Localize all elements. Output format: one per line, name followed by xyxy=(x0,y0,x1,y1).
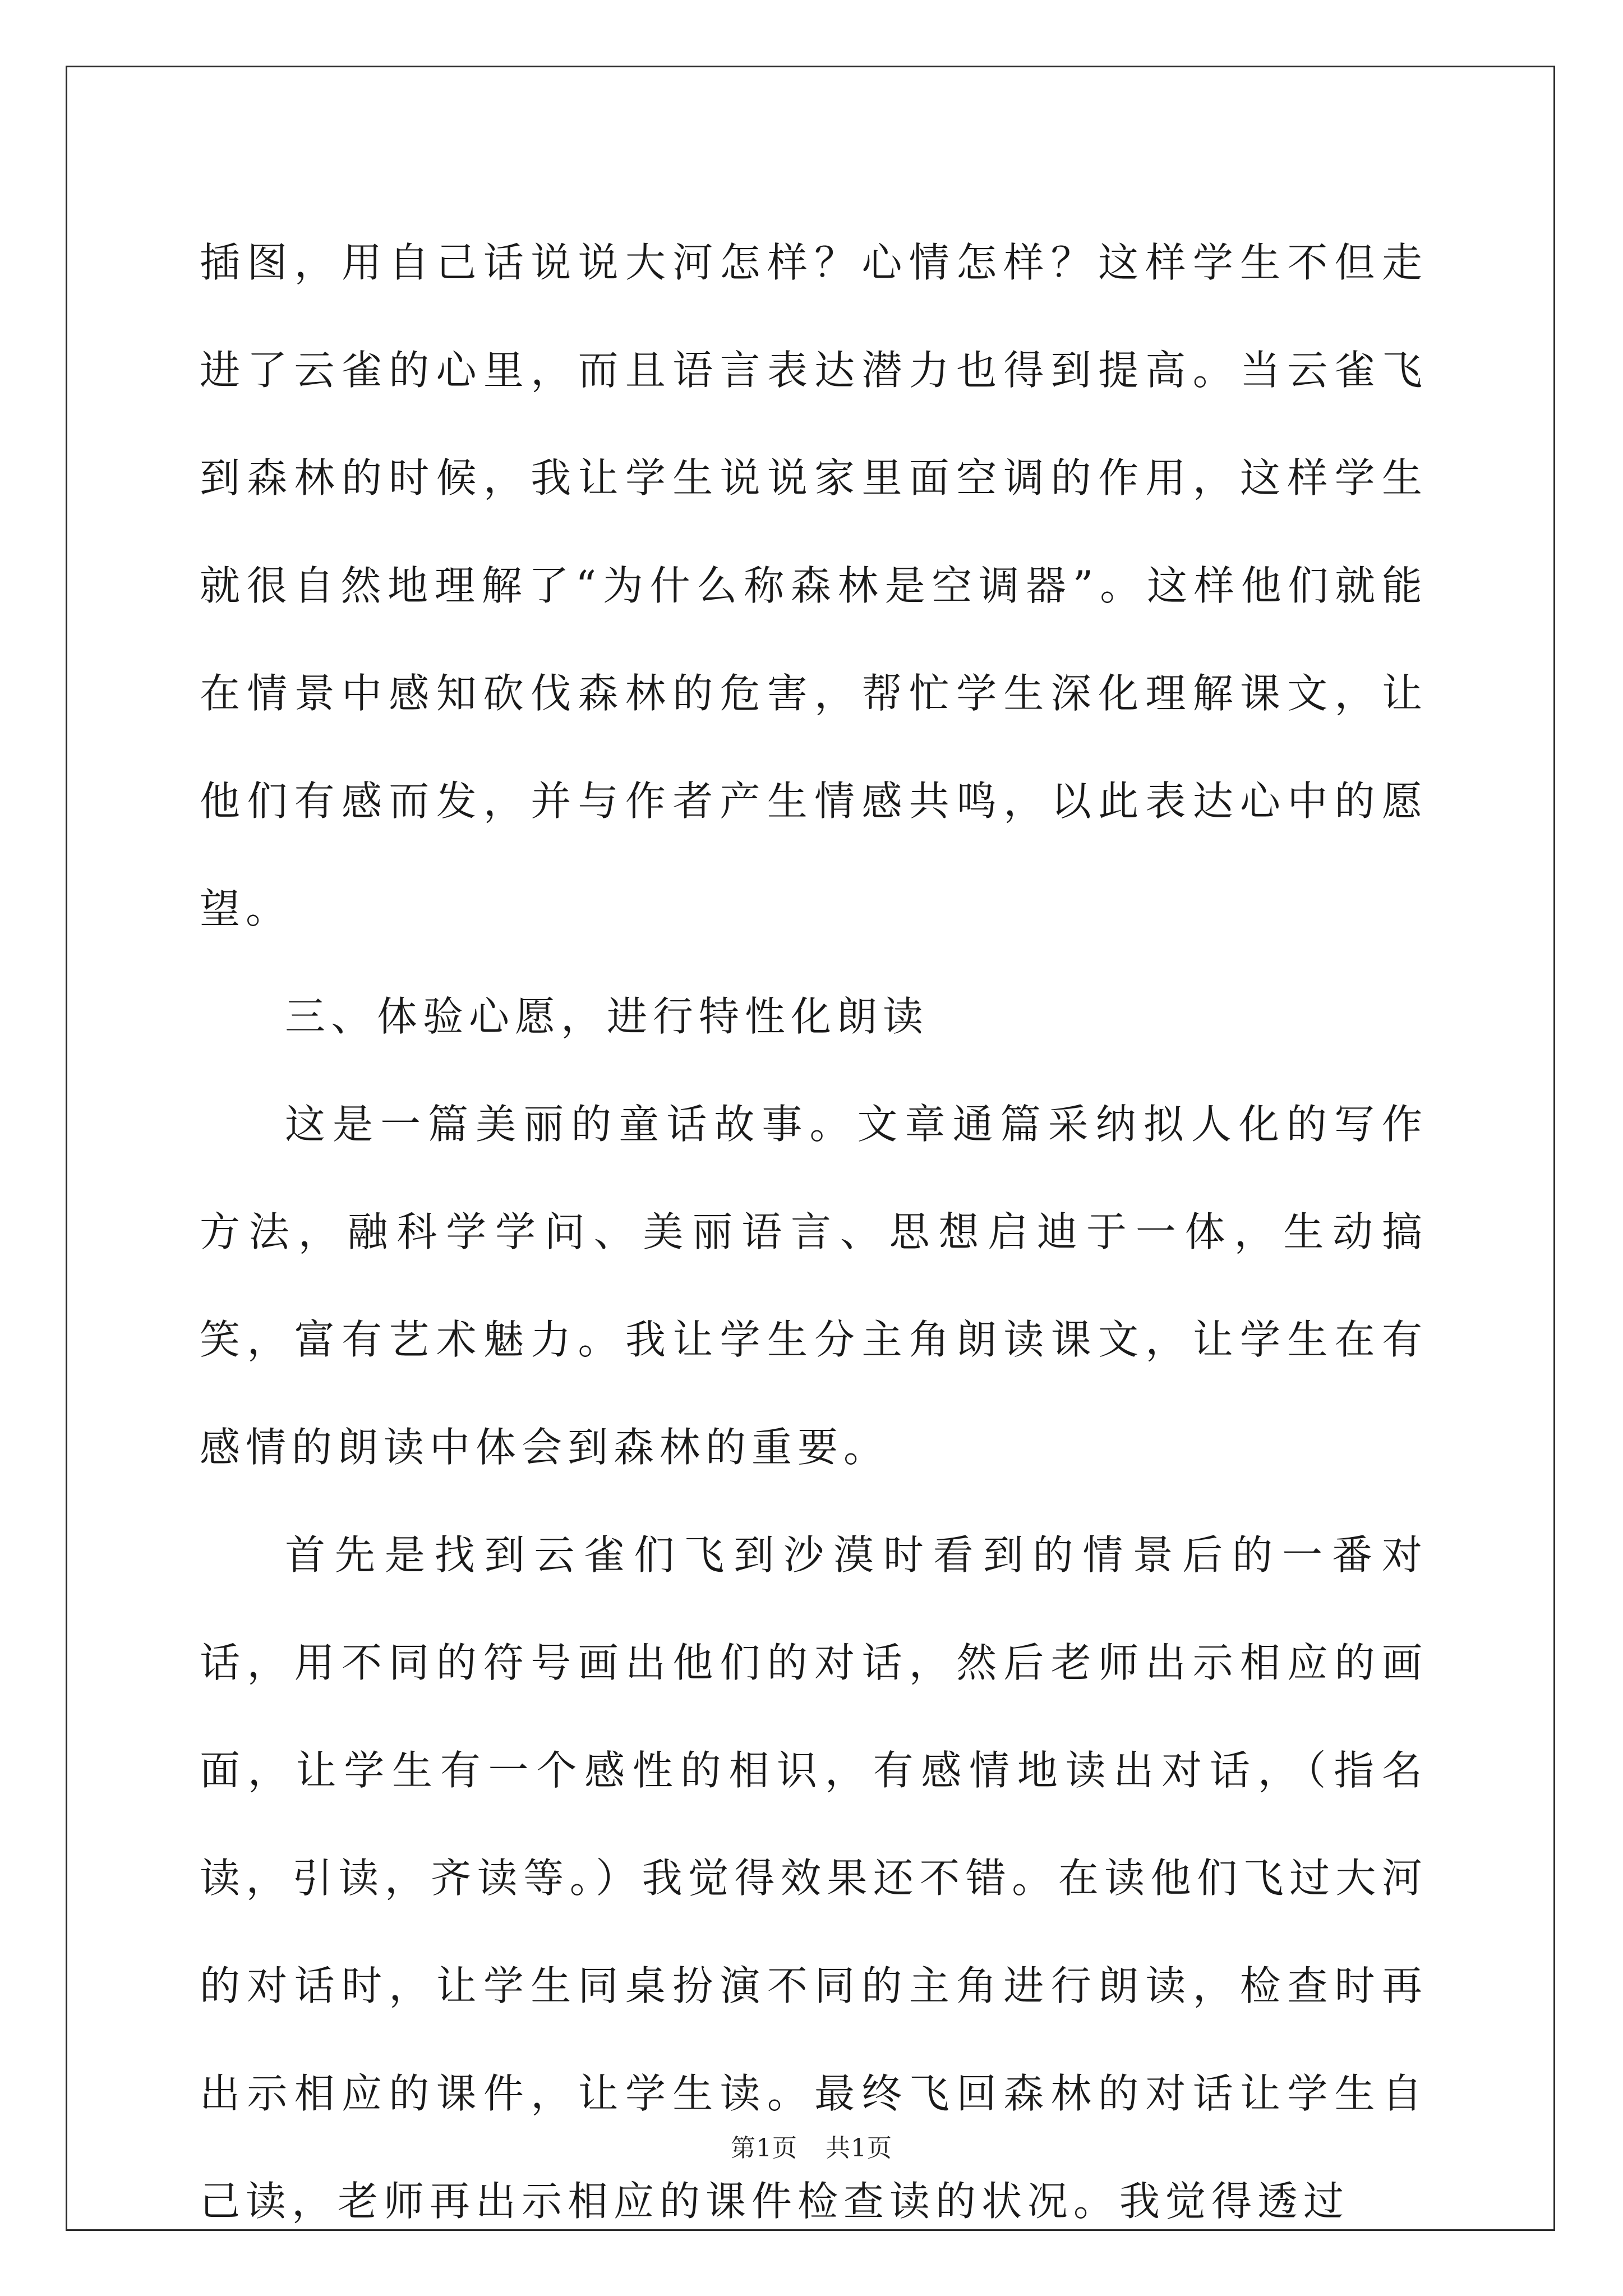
page-number: 第1页 xyxy=(731,2134,797,2162)
document-body xyxy=(200,209,1428,2255)
section-heading: 三、体验心愿，进行特性化朗读 xyxy=(285,993,929,1040)
paragraph-3: 首先是找到云雀们飞到沙漠时看到的情景后的一番对话，用不同的符号画出他们的对话，然后老师出示相应的画面，让学生有一个感性的相识，有感情地读出对话，（指名读，引读，齐读等。）我觉得效果还不错。在读他们飞过大河的对话时，让学生同桌扮演不同的主角进行朗读，检查时再出示相应的课件，让学生读。最终飞回森林的对话让学生自己读，老师再出示相应的课件检查读的状况。我觉得透过 xyxy=(200,1531,1428,2225)
paragraph-2: 这是一篇美丽的童话故事。文章通篇采纳拟人化的写作方法，融科学学问、美丽语言、思想启迪于一体，生动搞笑，富有艺术魅力。我让学生分主角朗读课文，让学生在有感情的朗读中体会到森林的重要。 xyxy=(200,1101,1428,1471)
page-total: 共1页 xyxy=(826,2134,892,2162)
page-footer xyxy=(0,2132,1623,2165)
paragraph-1: 插图，用自己话说说大河怎样？心情怎样？这样学生不但走进了云雀的心里，而且语言表达潜力也得到提高。当云雀飞到森林的时候，我让学生说说家里面空调的作用，这样学生就很自然地理解了“为什么称森林是空调器”。这样他们就能在情景中感知砍伐森林的危害，帮忙学生深化理解课文，让他们有感而发，并与作者产生情感共鸣，以此表达心中的愿望。 xyxy=(200,239,1428,932)
